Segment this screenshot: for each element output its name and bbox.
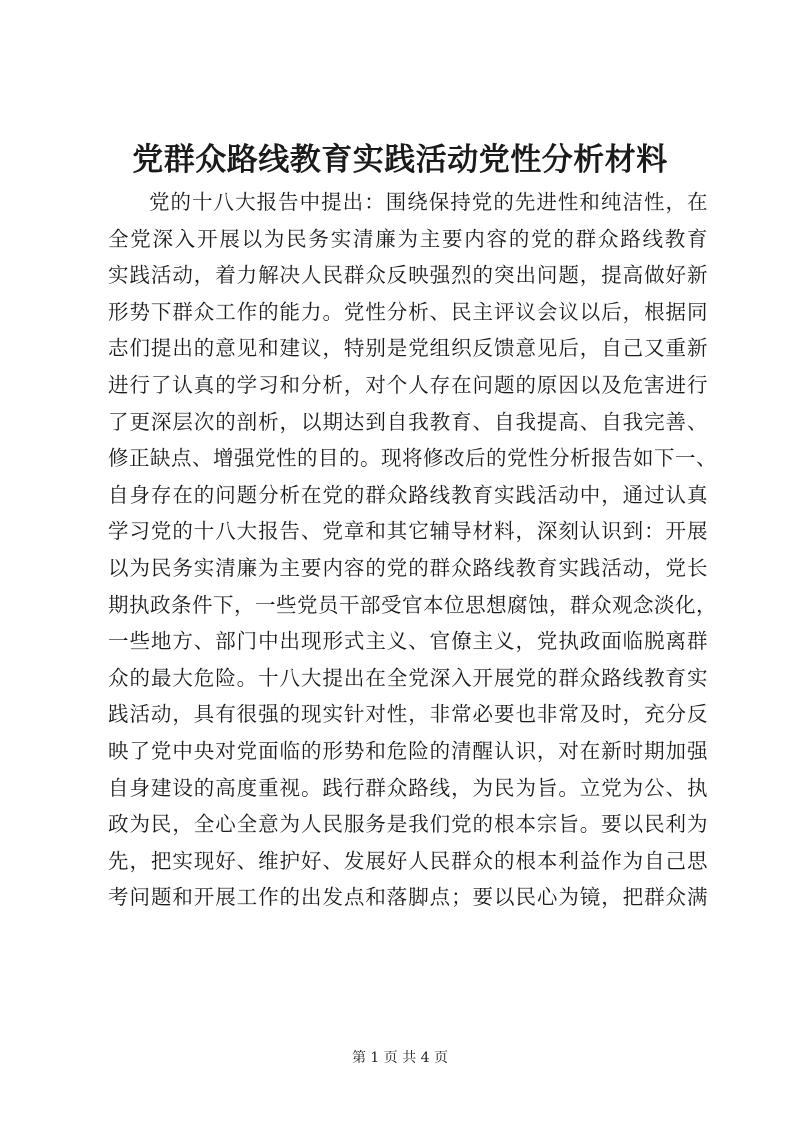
- body-line: 学习党的十八大报告、党章和其它辅导材料，深刻认识到：开展: [108, 519, 708, 544]
- body-line: 志们提出的意见和建议，特别是党组织反馈意见后，自己又重新: [108, 336, 708, 361]
- body-line: 党的十八大报告中提出：围绕保持党的先进性和纯洁性，在: [149, 190, 708, 214]
- document-body: [108, 184, 717, 916]
- body-line: 政为民，全心全意为人民服务是我们党的根本宗旨。要以民利为: [108, 812, 708, 837]
- body-line: 形势下群众工作的能力。党性分析、民主评议会议以后，根据同: [108, 299, 708, 324]
- body-line: 修正缺点、增强党性的目的。现将修改后的党性分析报告如下一、: [108, 446, 717, 471]
- body-line: 实践活动，着力解决人民群众反映强烈的突出问题，提高做好新: [108, 263, 708, 288]
- body-line: 先，把实现好、维护好、发展好人民群众的根本利益作为自己思: [108, 848, 708, 873]
- body-line: 众的最大危险。十八大提出在全党深入开展党的群众路线教育实: [108, 665, 708, 690]
- body-line: 一些地方、部门中出现形式主义、官僚主义，党执政面临脱离群: [108, 629, 708, 654]
- body-line: 践活动，具有很强的现实针对性，非常必要也非常及时，充分反: [108, 702, 708, 727]
- body-line: 全党深入开展以为民务实清廉为主要内容的党的群众路线教育: [108, 226, 708, 251]
- body-line: 考问题和开展工作的出发点和落脚点；要以民心为镜，把群众满: [108, 885, 708, 910]
- body-line: 期执政条件下，一些党员干部受官本位思想腐蚀，群众观念淡化，: [108, 592, 717, 617]
- document-title: 党群众路线教育实践活动党性分析材料: [132, 142, 668, 178]
- body-line: 了更深层次的剖析，以期达到自我教育、自我提高、自我完善、: [108, 409, 708, 434]
- page-number: 第 1 页 共 4 页: [351, 1050, 449, 1066]
- body-line: 自身存在的问题分析在党的群众路线教育实践活动中，通过认真: [108, 482, 708, 507]
- body-line: 自身建设的高度重视。践行群众路线，为民为旨。立党为公、执: [108, 775, 708, 800]
- body-line: 以为民务实清廉为主要内容的党的群众路线教育实践活动，党长: [108, 555, 708, 580]
- body-line: 进行了认真的学习和分析，对个人存在问题的原因以及危害进行: [108, 372, 708, 397]
- body-line: 映了党中央对党面临的形势和危险的清醒认识，对在新时期加强: [108, 738, 708, 763]
